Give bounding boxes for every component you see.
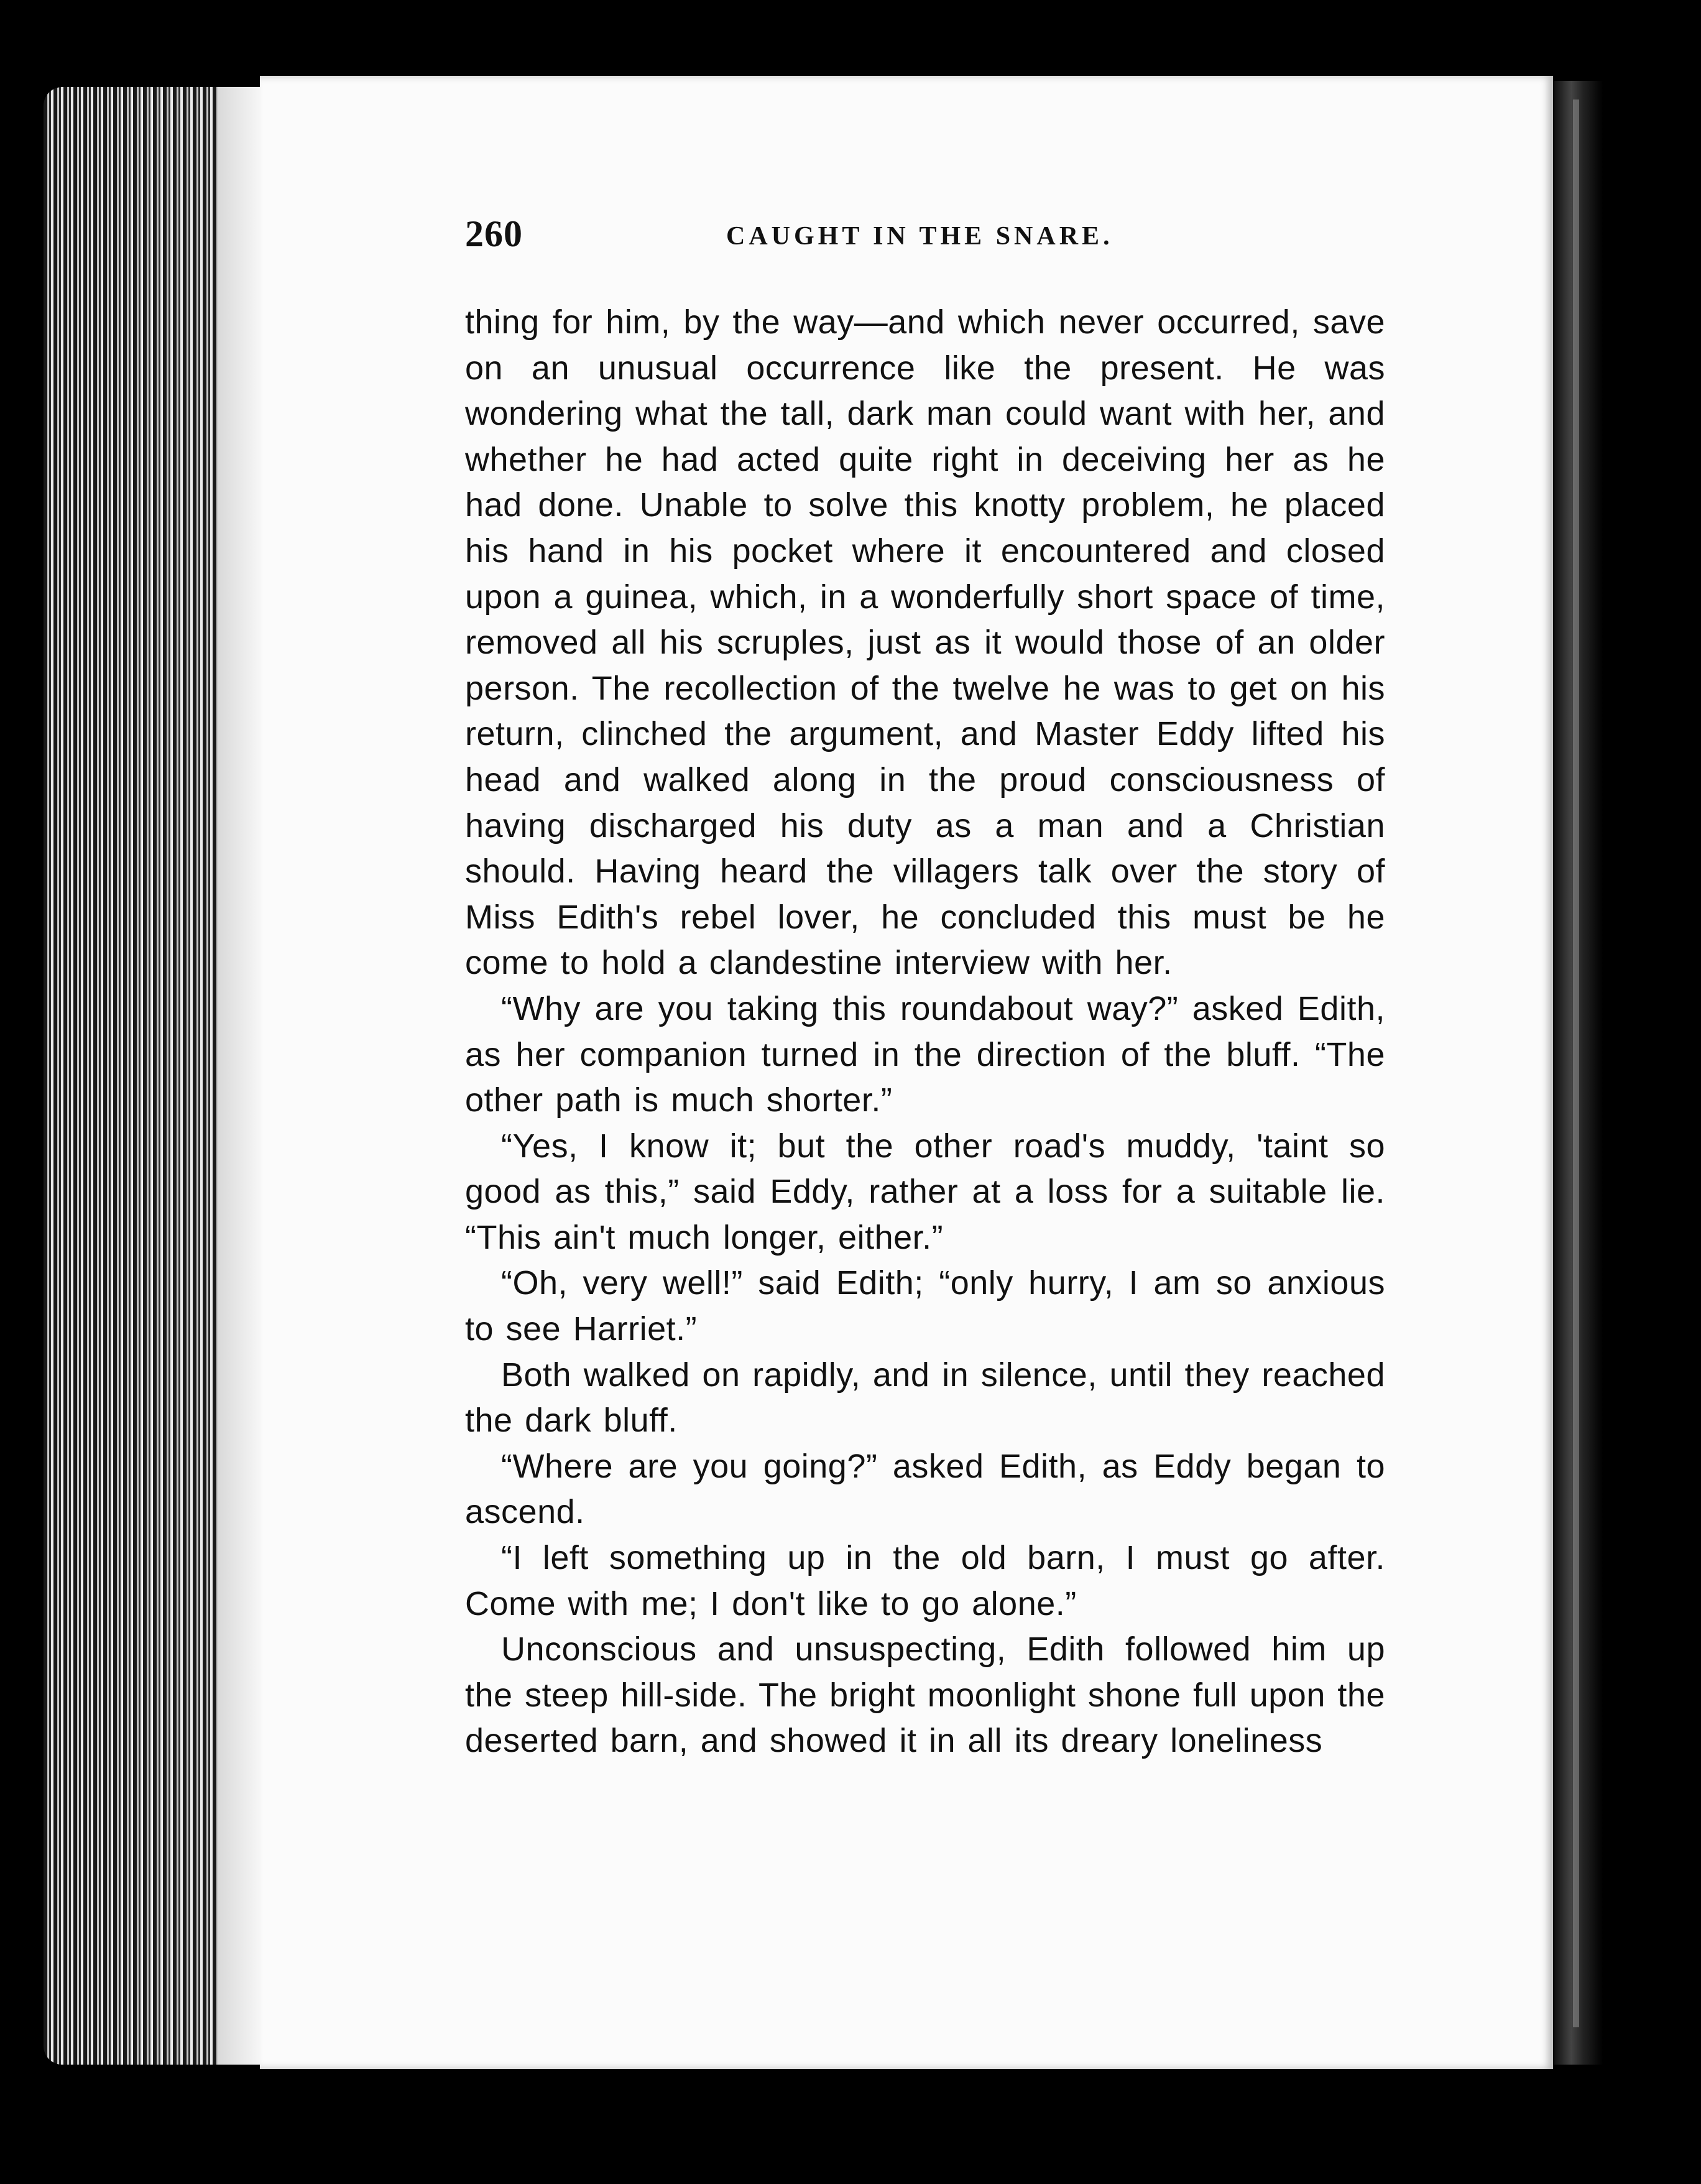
paragraph-7: “I left something up in the old barn, I must go after. Come with me; I don't like to go alone.”: [465, 1539, 1385, 1622]
running-title: CAUGHT IN THE SNARE.: [726, 222, 1113, 251]
book-page: [260, 76, 1553, 2069]
page-edges: [44, 87, 261, 2065]
page-number: 260: [465, 213, 523, 254]
paragraph-4: “Oh, very well!” said Edith; “only hurry, I am so anxious to see Harriet.”: [465, 1264, 1385, 1348]
body-text: [465, 300, 1385, 1764]
running-head: [465, 213, 1385, 269]
paragraph-5: Both walked on rapidly, and in silence, until they reached the dark bluff.: [465, 1356, 1385, 1440]
paragraph-1: thing for him, by the way—and which never occurred, save on an unusual occurrence like the present. He was wondering what the tall, dark man could want with her, and whether he had acted quite right in deceiving her as he had done. Unable to solve this knotty problem, he placed his hand in his pocket where it encountered and closed upon a guinea, which, in a wonderfully short space of time, removed all his scruples, just as it would those of an older person. The recollection of the twelve he was to get on his return, clinched the argument, and Master Eddy lifted his head and walked along in the proud consciousness of having discharged his duty as a man and a Christian should. Having heard the villagers talk over the story of Miss Edith's rebel lover, he concluded this must be he come to hold a clandestine interview with her.: [465, 303, 1385, 982]
paragraph-8: Unconscious and unsuspecting, Edith followed him up the steep hill-side. The bright moonlight shone full upon the deserted barn, and showed it in all its dreary loneliness: [465, 1631, 1385, 1760]
paragraph-2: “Why are you taking this roundabout way?” asked Edith, as her companion turned in the direction of the bluff. “The other path is much shorter.”: [465, 989, 1385, 1119]
paragraph-3: “Yes, I know it; but the other road's muddy, 'taint so good as this,” said Eddy, rather at a loss for a suitable lie. “This ain't much longer, either.”: [465, 1127, 1385, 1256]
facing-page-sliver: [1573, 99, 1579, 2027]
paragraph-6: “Where are you going?” asked Edith, as Eddy began to ascend.: [465, 1447, 1385, 1531]
